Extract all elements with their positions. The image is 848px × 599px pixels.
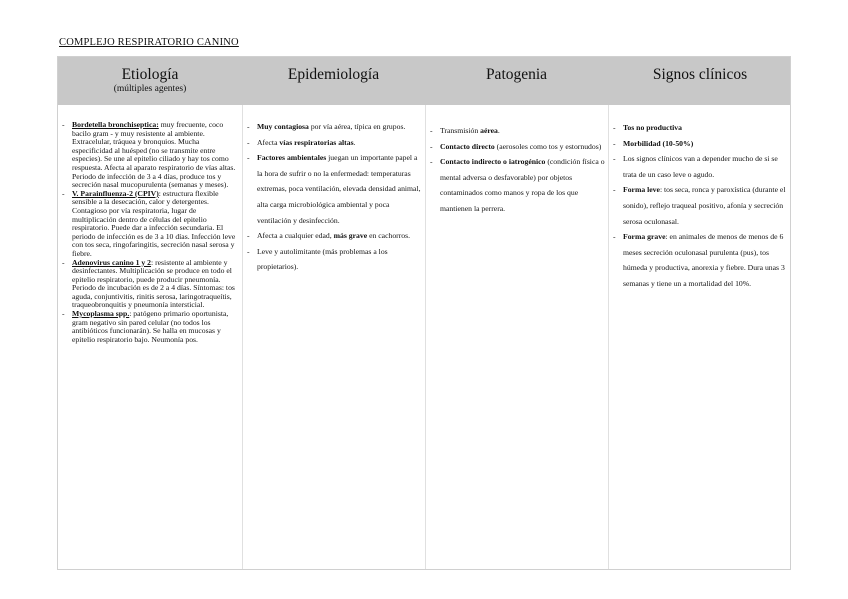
item-text: en cachorros. — [367, 231, 411, 241]
emphasis: Contacto indirecto o iatrogénico — [440, 157, 546, 167]
item-prefix: Afecta a cualquier edad, — [257, 231, 334, 241]
list-item — [61, 121, 237, 190]
emphasis: más grave — [333, 231, 368, 241]
item-prefix: Transmisión — [440, 126, 481, 135]
epidemiologia-list — [246, 119, 422, 275]
header-signos — [608, 57, 792, 105]
list-item — [429, 139, 605, 155]
patogenia-list — [429, 123, 605, 217]
list-item — [612, 136, 788, 152]
emphasis: Forma grave — [623, 232, 666, 242]
list-item — [246, 150, 422, 228]
patogenia-column — [429, 123, 605, 217]
column-divider — [242, 105, 243, 569]
list-item — [246, 228, 422, 244]
header-patogenia — [425, 57, 608, 105]
item-text: (aerosoles como tos y estornudos) — [494, 141, 602, 151]
header-signos-title: Signos clínicos — [652, 66, 748, 83]
list-item — [246, 244, 422, 275]
emphasis: Muy contagiosa — [257, 122, 309, 131]
item-text: : tos seca, ronca y paroxística (durante el sonido), reflejo traqueal positivo, afonía y secreción serosa oculonasal. — [623, 185, 786, 226]
table-header-row — [58, 57, 790, 105]
item-text: juegan un importante papel a la hora de sufrir o no la enfermedad: temperaturas extremas, poca ventilación, elevada densidad animal, alta carga microbiológica ambiental y poca ventilación y desinfección. — [257, 153, 421, 225]
header-epidemiologia-title: Epidemiología — [287, 66, 380, 83]
emphasis: Factores ambientales — [257, 153, 327, 163]
signos-column — [612, 120, 788, 292]
column-divider — [608, 105, 609, 569]
emphasis: Contacto directo — [440, 141, 495, 151]
item-text: : en animales de menos de menos de 6 meses secreción oculonasal purulenta (pus), tos húmeda y productiva, anorexia y fiebre. Dura unas 3 semanas y tiene un a mortalidad del 10%. — [623, 232, 785, 288]
list-item — [61, 310, 237, 344]
agent-description: : resistente al ambiente y desinfectantes. Multiplicación se produce en todo el epitelio respiratorio, puede producir pneumonía. Periodo de incubación es de 2 a 4 días. Síntomas: tos aguda, conjuntivitis, rinitis serosa, laringotraqueítis, traqueobronquitis y pneumonía intersticial. — [72, 257, 235, 310]
agent-name: Bordetella bronchiseptica: — [72, 120, 159, 129]
emphasis: Forma leve — [623, 185, 660, 195]
header-patogenia-title: Patogenia — [485, 66, 548, 83]
epidemiologia-column — [246, 119, 422, 275]
respiratory-complex-table — [57, 56, 791, 570]
item-text: . — [497, 126, 500, 135]
etiologia-column — [61, 121, 237, 344]
agent-description: : estructura flexible sensible a la desecación, calor y detergentes. Contagioso por vía respiratoria, lugar de multiplicación dentro de células del epitelio respiratorio. Puede dar a infección secundaria. El periodo de infección es de 3 a 10 días. Infección leve con tos seca, ringofaringitis, secreción nasal serosa y fiebre. — [72, 188, 236, 258]
emphasis: Morbilidad (10-50%) — [623, 138, 694, 148]
emphasis: aérea — [480, 126, 498, 135]
etiologia-list — [61, 121, 237, 344]
column-divider — [425, 105, 426, 569]
emphasis: vías respiratorias altas — [279, 137, 354, 147]
list-item — [429, 154, 605, 216]
list-item — [612, 120, 788, 136]
agent-name: V. Parainfluenza-2 (CPIV) — [72, 188, 159, 198]
item-prefix: Los signos clínicos van a depender mucho de si se trata de un caso leve o agudo. — [623, 154, 778, 179]
item-text: (condición física o mental adversa o desfavorable) por objetos contaminados como manos y ropa de los que mantienen la perrera. — [440, 157, 605, 213]
list-item — [429, 123, 605, 139]
item-text: . — [353, 137, 356, 147]
agent-description: muy frecuente, coco bacilo gram - y muy resistente al ambiente. Extracelular, tráquea y bronquios. Mucha especificidad al huésped (no se transmite entre especies). Se une al epitelio ciliado y hay tos como respuesta. Afecta al aparato respiratorio de vías altas. Periodo de infección de 3 a 4 días, produce tos y secreción nasal mucopurulenta (semanas y meses). — [72, 120, 236, 190]
document-title: COMPLEJO RESPIRATORIO CANINO — [59, 37, 239, 48]
item-prefix: Afecta — [257, 137, 280, 147]
list-item — [246, 135, 422, 151]
header-etiologia-subtitle: (múltiples agentes) — [113, 84, 187, 94]
agent-name: Adenovirus canino 1 y 2 — [72, 257, 152, 267]
agent-name: Mycoplasma spp. — [72, 309, 130, 319]
list-item — [612, 229, 788, 291]
emphasis: Tos no productiva — [623, 123, 682, 132]
item-text: por vía aérea, típica en grupos. — [308, 122, 406, 131]
list-item — [61, 259, 237, 311]
list-item — [246, 119, 422, 135]
header-etiologia — [58, 57, 242, 105]
signos-list — [612, 120, 788, 292]
list-item — [612, 182, 788, 229]
list-item — [612, 151, 788, 182]
header-epidemiologia — [242, 57, 425, 105]
header-etiologia-title: Etiología — [121, 66, 179, 83]
item-prefix: Leve y autolimitante (más problemas a los propietarios). — [257, 246, 388, 272]
agent-description: : patógeno primario oportunista, gram negativo sin pared celular (no todos los antibióticos funcionarán). Se halla en mucosas y epitelio respiratorio bajo. Neumonía pos. — [72, 309, 229, 344]
list-item — [61, 190, 237, 259]
